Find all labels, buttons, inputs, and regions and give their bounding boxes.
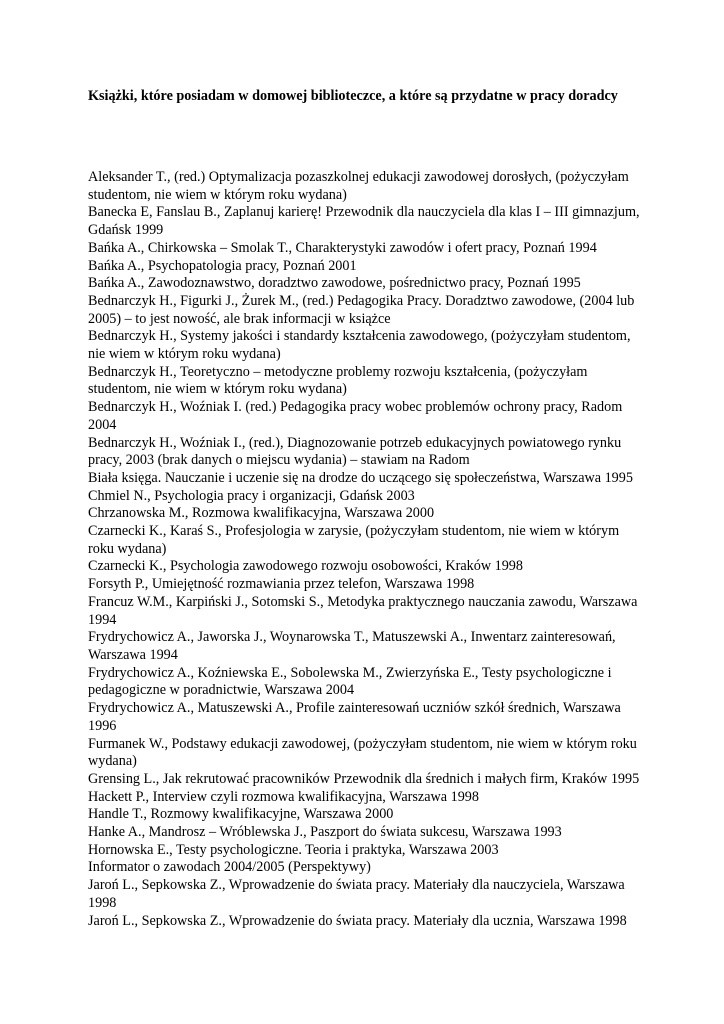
- bibliography-entry: Hanke A., Mandrosz – Wróblewska J., Paszport do świata sukcesu, Warszawa 1993: [88, 824, 562, 841]
- bibliography-list: [88, 169, 643, 930]
- bibliography-entry: Czarnecki K., Karaś S., Profesjologia w zarysie, (pożyczyłam studentom, nie wiem w którym roku wydana): [88, 523, 620, 557]
- bibliography-entry: Czarnecki K., Psychologia zawodowego rozwoju osobowości, Kraków 1998: [88, 558, 523, 575]
- bibliography-entry: Hornowska E., Testy psychologiczne. Teoria i praktyka, Warszawa 2003: [88, 841, 499, 858]
- bibliography-entry: Jaroń L., Sepkowska Z., Wprowadzenie do świata pracy. Materiały dla ucznia, Warszawa 1998: [88, 912, 627, 929]
- bibliography-entry: Bednarczyk H., Teoretyczno – metodyczne problemy rozwoju kształcenia, (pożyczyłam studentom, nie wiem w którym roku wydana): [88, 363, 588, 398]
- bibliography-entry: Frydrychowicz A., Koźniewska E., Sobolewska M., Zwierzyńska E., Testy psychologiczne i pedagogiczne w poradnictwie, Warszawa 2004: [88, 664, 612, 699]
- bibliography-entry: Bańka A., Zawodoznawstwo, doradztwo zawodowe, pośrednictwo pracy, Poznań 1995: [88, 275, 581, 292]
- bibliography-entry: Chmiel N., Psychologia pracy i organizacji, Gdańsk 2003: [88, 487, 415, 504]
- bibliography-entry: Forsyth P., Umiejętność rozmawiania przez telefon, Warszawa 1998: [88, 576, 475, 593]
- bibliography-entry: Bednarczyk H., Systemy jakości i standardy kształcenia zawodowego, (pożyczyłam studentom, nie wiem w którym roku wydana): [88, 328, 631, 363]
- bibliography-entry: Biała księga. Nauczanie i uczenie się na drodze do uczącego się społeczeństwa, Warszawa 1995: [88, 469, 633, 486]
- bibliography-entry: Frydrychowicz A., Jaworska J., Woynarowska T., Matuszewski A., Inwentarz zainteresowań, Warszawa 1994: [88, 629, 616, 663]
- bibliography-entry: Furmanek W., Podstawy edukacji zawodowej, (pożyczyłam studentom, nie wiem w którym roku wydana): [88, 735, 637, 770]
- bibliography-entry: Francuz W.M., Karpiński J., Sotomski S., Metodyka praktycznego nauczania zawodu, Warszawa 1994: [88, 593, 638, 628]
- bibliography-entry: Bednarczyk H., Woźniak I., (red.), Diagnozowanie potrzeb edukacyjnych powiatowego rynku pracy, 2003 (brak danych o miejscu wydania) – stawiam na Radom: [88, 434, 622, 469]
- bibliography-entry: Handle T., Rozmowy kwalifikacyjne, Warszawa 2000: [88, 806, 394, 823]
- bibliography-entry: Frydrychowicz A., Matuszewski A., Profile zainteresowań uczniów szkół średnich, Warszawa 1996: [88, 700, 621, 734]
- bibliography-entry: Bednarczyk H., Figurki J., Żurek M., (red.) Pedagogika Pracy. Doradztwo zawodowe, (2004 lub 2005) – to jest nowość, ale brak informacji w książce: [88, 292, 635, 327]
- bibliography-entry: Grensing L., Jak rekrutować pracowników Przewodnik dla średnich i małych firm, Kraków 1995: [88, 770, 640, 787]
- bibliography-entry: Banecka E, Fanslau B., Zaplanuj karierę! Przewodnik dla nauczyciela dla klas I – III gimnazjum, Gdańsk 1999: [88, 204, 640, 239]
- bibliography-entry: Bednarczyk H., Woźniak I. (red.) Pedagogika pracy wobec problemów ochrony pracy, Radom 2004: [88, 399, 623, 433]
- document-title: Książki, które posiadam w domowej biblioteczce, a które są przydatne w pracy doradcy: [88, 88, 618, 104]
- bibliography-entry: Bańka A., Psychopatologia pracy, Poznań 2001: [88, 257, 357, 274]
- bibliography-entry: Chrzanowska M., Rozmowa kwalifikacyjna, Warszawa 2000: [88, 505, 435, 522]
- bibliography-entry: Jaroń L., Sepkowska Z., Wprowadzenie do świata pracy. Materiały dla nauczyciela, Warszawa 1998: [88, 877, 625, 911]
- bibliography-entry: Informator o zawodach 2004/2005 (Perspektywy): [88, 859, 371, 876]
- bibliography-entry: Aleksander T., (red.) Optymalizacja pozaszkolnej edukacji zawodowej dorosłych, (pożyczyłam studentom, nie wiem w którym roku wydana): [88, 169, 629, 203]
- bibliography-entry: Hackett P., Interview czyli rozmowa kwalifikacyjna, Warszawa 1998: [88, 788, 479, 805]
- bibliography-entry: Bańka A., Chirkowska – Smolak T., Charakterystyki zawodów i ofert pracy, Poznań 1994: [88, 239, 597, 256]
